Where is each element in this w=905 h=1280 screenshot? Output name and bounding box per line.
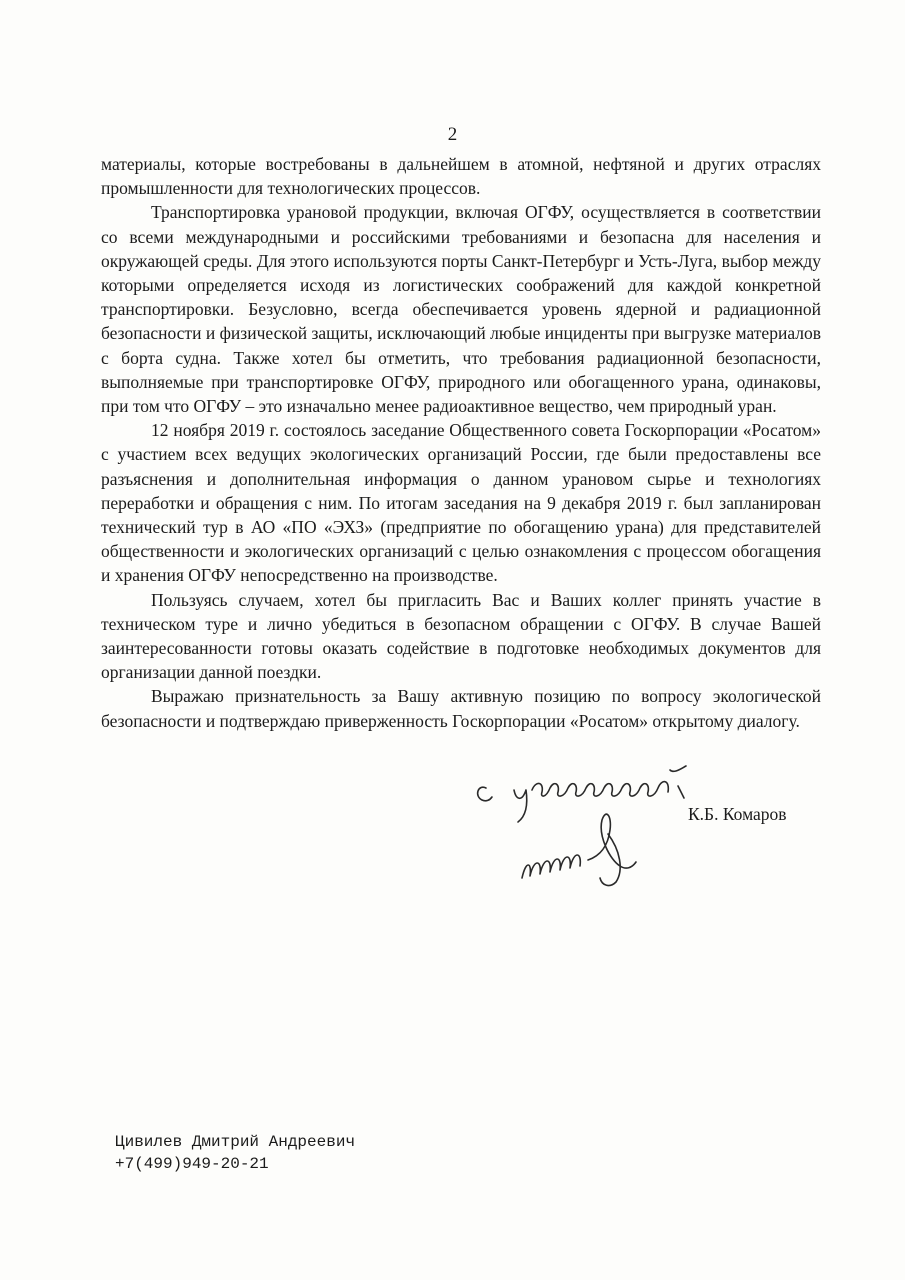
page-number: 2 xyxy=(447,124,458,145)
paragraph-council-meeting: 12 ноября 2019 г. состоялось заседание Общественного совета Госкорпорации «Росатом» с участием всех ведущих экологических организаций России, где были предоставлены все разъяснения и дополнительная информация о данном урановом сырье и технологиях переработки и обращения с ним. По итогам заседания на 9 декабря 2019 г. был запланирован технический тур в АО «ПО «ЭХЗ» (предприятие по обогащению урана) для представителей общественности и экологических организаций с целью ознакомления с процессом обогащения и хранения ОГФУ непосредственно на производстве. xyxy=(101,420,821,586)
letter-body xyxy=(101,152,821,733)
paragraph-continuation: материалы, которые востребованы в дальнейшем в атомной, нефтяной и других отраслях промышленности для технологических процессов. xyxy=(101,154,821,199)
contact-name: Цивилев Дмитрий Андреевич xyxy=(115,1133,356,1151)
contact-phone: +7(499)949-20-21 xyxy=(115,1155,269,1173)
paragraph-gratitude: Выражаю признательность за Вашу активную позицию по вопросу экологической безопасности и подтверждаю приверженность Госкорпорации «Росатом» открытому диалогу. xyxy=(101,686,821,731)
signer-name: К.Б. Комаров xyxy=(688,804,787,824)
paragraph-transportation: Транспортировка урановой продукции, включая ОГФУ, осуществляется в соответствии со всеми международными и российскими требованиями и безопасна для населения и окружающей среды. Для этого используются порты Санкт-Петербург и Усть-Луга, выбор между которыми определяется исходя из логистических соображений для каждой конкретной транспортировки. Безусловно, всегда обеспечивается уровень ядерной и радиационной безопасности и физической защиты, исключающий любые инциденты при выгрузке материалов с борта судна. Также хотел бы отметить, что требования радиационной безопасности, выполняемые при транспортировке ОГФУ, природного или обогащенного урана, одинаковы, при том что ОГФУ – это изначально менее радиоактивное вещество, чем природный уран. xyxy=(101,202,821,417)
paragraph-invitation: Пользуясь случаем, хотел бы пригласить Вас и Ваших коллег принять участие в техническом туре и лично убедиться в безопасном обращении с ОГФУ. В случае Вашей заинтересованности готовы оказать содействие в подготовке необходимых документов для организации данной поездки. xyxy=(101,589,821,683)
handwritten-signature xyxy=(470,760,730,890)
signature-block xyxy=(470,760,870,900)
contact-info xyxy=(115,1131,355,1175)
